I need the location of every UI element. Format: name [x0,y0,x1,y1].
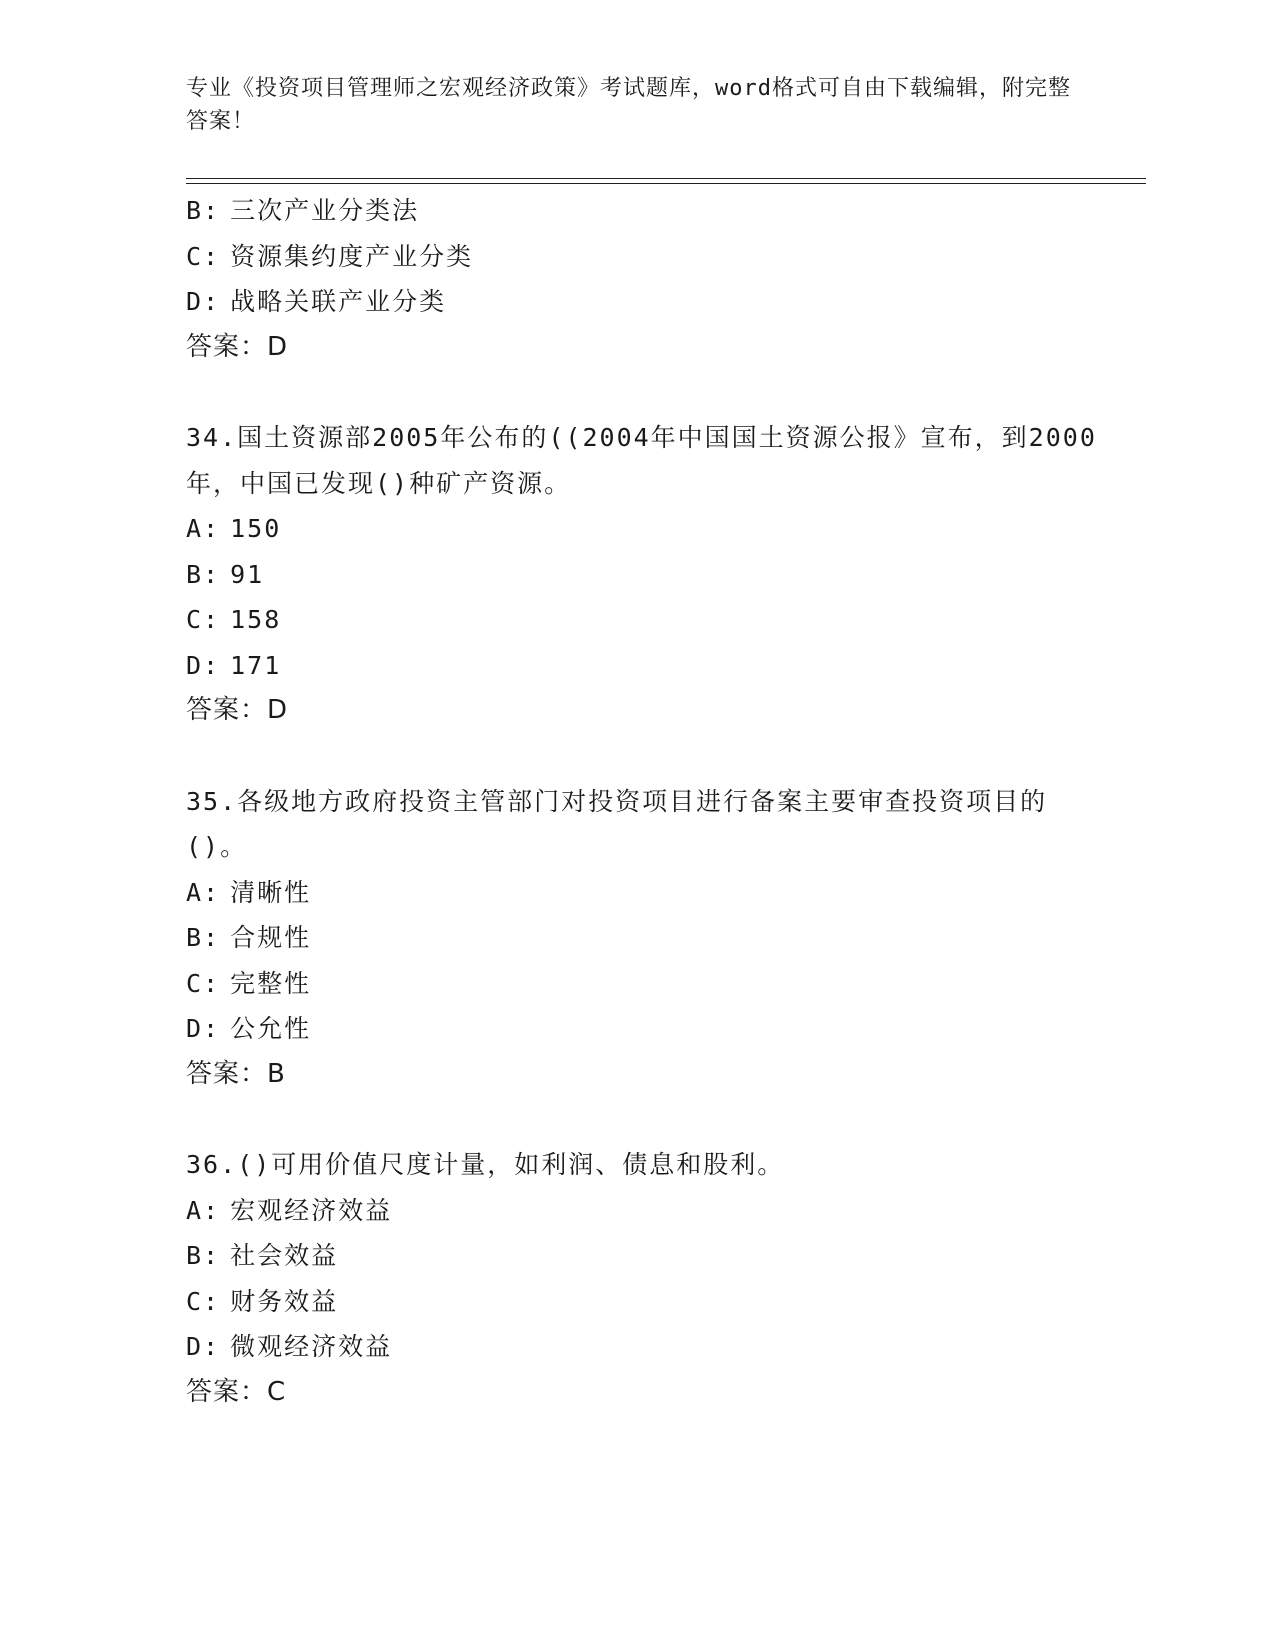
option-text: 158 [230,605,282,634]
question-list [186,188,1106,1415]
document-header: 专业《投资项目管理师之宏观经济政策》考试题库，word格式可自由下载编辑，附完整答案！ [186,76,1071,134]
option-letter: A: [186,877,221,907]
option-b [186,552,1106,598]
option-text: 战略关联产业分类 [230,287,447,316]
option-d [186,1324,1106,1370]
option-c [186,1279,1106,1325]
question-34 [186,415,1106,734]
option-text: 合规性 [230,923,312,952]
header-divider-top [186,178,1146,179]
option-d [186,643,1106,689]
answer-line: 答案：D [186,695,289,725]
question-stem: 34.国土资源部2005年公布的((2004年中国国土资源公报》宣布，到2000年，中国已发现()种矿产资源。 [186,423,1097,498]
option-text: 三次产业分类法 [230,196,420,225]
option-c [186,597,1106,643]
option-letter: C: [186,241,221,271]
option-letter: B: [186,1241,221,1270]
option-a [186,506,1106,552]
question-36 [186,1142,1106,1415]
option-d [186,279,1106,325]
option-a [186,1188,1106,1234]
option-letter: D: [186,287,221,316]
answer-line: 答案：D [186,331,289,362]
option-letter: C: [186,968,221,998]
prev-question-block [186,188,1106,370]
option-b [186,915,1106,961]
option-text: 微观经济效益 [230,1332,393,1361]
option-letter: A: [186,514,221,543]
option-c [186,961,1106,1007]
option-a [186,870,1106,916]
option-letter: C: [186,605,221,634]
option-letter: B: [186,559,221,589]
option-text: 清晰性 [230,877,312,907]
option-text: 171 [230,650,282,680]
option-letter: D: [186,1014,221,1043]
option-d [186,1006,1106,1052]
option-text: 完整性 [230,968,312,998]
question-stem: 36.()可用价值尺度计量，如利润、债息和股利。 [186,1150,785,1179]
option-letter: D: [186,1332,221,1361]
question-stem: 35.各级地方政府投资主管部门对投资项目进行备案主要审查投资项目的()。 [186,786,1048,861]
option-text: 财务效益 [230,1286,339,1316]
option-b [186,188,1106,234]
option-text: 宏观经济效益 [230,1195,393,1225]
option-c [186,234,1106,280]
answer-line: 答案：C [186,1376,287,1407]
option-text: 91 [230,559,265,589]
option-text: 资源集约度产业分类 [230,241,474,271]
answer-line: 答案：B [186,1058,286,1089]
option-text: 社会效益 [230,1241,339,1270]
option-letter: B: [186,923,221,952]
option-b [186,1233,1106,1279]
option-letter: A: [186,1195,221,1225]
question-35 [186,779,1106,1098]
option-letter: C: [186,1286,221,1316]
option-letter: D: [186,650,221,680]
option-text: 150 [230,514,282,543]
option-text: 公允性 [230,1014,312,1043]
option-letter: B: [186,196,221,225]
header-divider-bottom [186,183,1146,184]
